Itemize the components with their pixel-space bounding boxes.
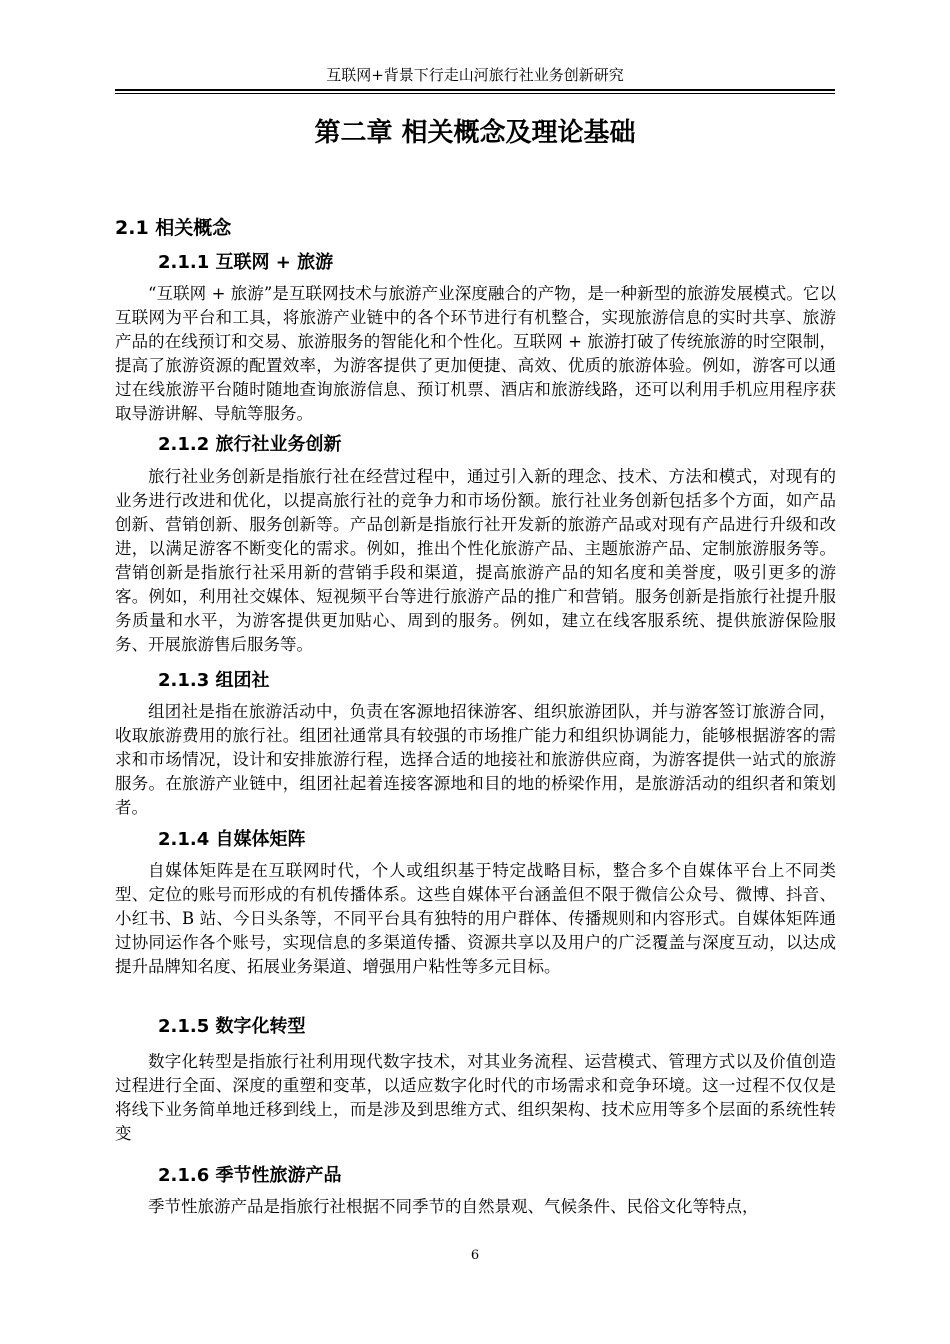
subsection-heading: 2.1.4 自媒体矩阵 <box>158 829 306 850</box>
paragraph: 旅行社业务创新是指旅行社在经营过程中，通过引入新的理念、技术、方法和模式，对现有的业务进行改进和优化，以提高旅行社的竞争力和市场份额。旅行社业务创新包括多个方面，如产品创新、营销创新、服务创新等。产品创新是指旅行社开发新的旅游产品或对现有产品进行升级和改进，以满足游客不断变化的需求。例如，推出个性化旅游产品、主题旅游产品、定制旅游服务等。营销创新是指旅行社采用新的营销手段和渠道，提高旅游产品的知名度和美誉度，吸引更多的游客。例如，利用社交媒体、短视频平台等进行旅游产品的推广和营销。服务创新是指旅行社提升服务质量和水平，为游客提供更加贴心、周到的服务。例如，建立在线客服系统、提供旅游保险服务、开展旅游售后服务等。 <box>115 467 836 654</box>
section-heading: 2.1 相关概念 <box>115 217 232 239</box>
header-rule-thin <box>115 93 835 94</box>
subsection-heading: 2.1.3 组团社 <box>158 670 270 691</box>
header-rule <box>115 89 835 91</box>
subsection-heading: 2.1.1 互联网 + 旅游 <box>158 252 334 273</box>
subsection-heading: 2.1.2 旅行社业务创新 <box>158 434 342 455</box>
subsection-heading: 2.1.6 季节性旅游产品 <box>158 1165 342 1186</box>
paragraph: “互联网 + 旅游”是互联网技术与旅游产业深度融合的产物，是一种新型的旅游发展模式。它以互联网为平台和工具，将旅游产业链中的各个环节进行有机整合，实现旅游信息的实时共享、旅游产品的在线预订和交易、旅游服务的智能化和个性化。互联网 + 旅游打破了传统旅游的时空限制，提高了旅游资源的配置效率，为游客提供了更加便捷、高效、优质的旅游体验。例如，游客可以通过在线旅游平台随时随地查询旅游信息、预订机票、酒店和旅游线路，还可以利用手机应用程序获取导游讲解、导航等服务。 <box>115 284 836 423</box>
paragraph: 自媒体矩阵是在互联网时代，个人或组织基于特定战略目标，整合多个自媒体平台上不同类型、定位的账号而形成的有机传播体系。这些自媒体平台涵盖但不限于微信公众号、微博、抖音、小红书、B 站、今日头条等，不同平台具有独特的用户群体、传播规则和内容形式。自媒体矩阵通过协同运作各个账号，实现信息的多渠道传播、资源共享以及用户的广泛覆盖与深度互动，以达成提升品牌知名度、拓展业务渠道、增强用户粘性等多元目标。 <box>115 861 836 976</box>
running-header: 互联网+背景下行走山河旅行社业务创新研究 <box>326 66 624 84</box>
paragraph: 组团社是指在旅游活动中，负责在客源地招徕游客、组织旅游团队，并与游客签订旅游合同，收取旅游费用的旅行社。组团社通常具有较强的市场推广能力和组织协调能力，能够根据游客的需求和市场情况，设计和安排旅游行程，选择合适的地接社和旅游供应商，为游客提供一站式的旅游服务。在旅游产业链中，组团社起着连接客源地和目的地的桥梁作用，是旅游活动的组织者和策划者。 <box>115 702 836 817</box>
chapter-title: 第二章 相关概念及理论基础 <box>314 118 636 148</box>
page-number: 6 <box>470 1248 480 1263</box>
paragraph: 季节性旅游产品是指旅行社根据不同季节的自然景观、气候条件、民俗文化等特点， <box>148 1197 759 1216</box>
subsection-heading: 2.1.5 数字化转型 <box>158 1016 306 1037</box>
paragraph: 数字化转型是指旅行社利用现代数字技术，对其业务流程、运营模式、管理方式以及价值创造过程进行全面、深度的重塑和变革，以适应数字化时代的市场需求和竞争环境。这一过程不仅仅是将线下业务简单地迁移到线上，而是涉及到思维方式、组织架构、技术应用等多个层面的系统性转变 <box>115 1052 836 1143</box>
